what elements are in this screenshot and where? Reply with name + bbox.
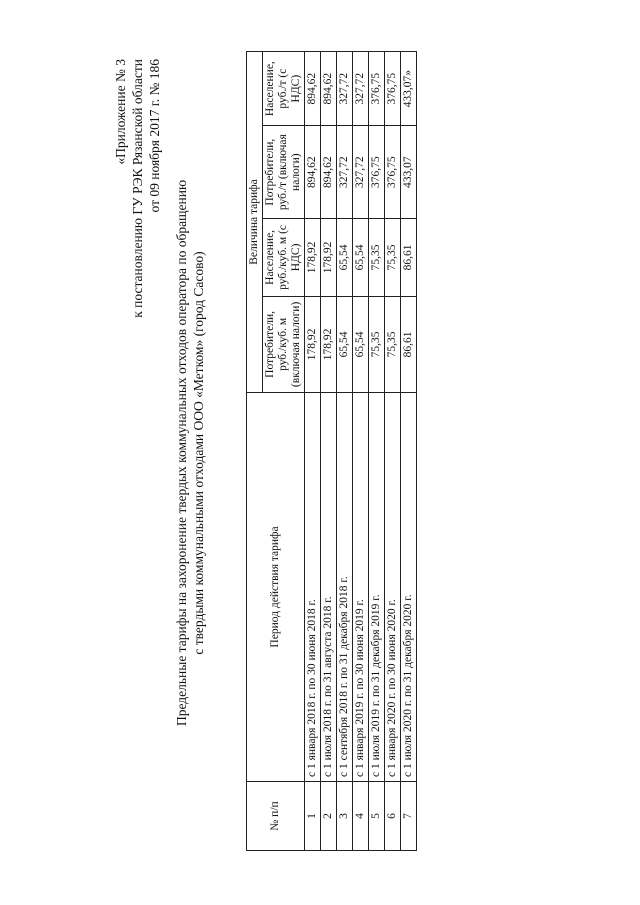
cell-period: с 1 января 2019 г. по 30 июня 2019 г.	[353, 392, 369, 781]
cell-v2: 75,35	[385, 218, 401, 296]
header-group: Величина тарифа	[247, 51, 263, 392]
cell-v4: 327,72	[337, 51, 353, 125]
cell-v3: 376,75	[369, 125, 385, 218]
header-period: Период действия тарифа	[247, 392, 305, 781]
cell-v4: 376,75	[385, 51, 401, 125]
cell-v4: 894,62	[321, 51, 337, 125]
table-row	[401, 51, 417, 850]
cell-v1: 178,92	[321, 296, 337, 392]
cell-v4: 327,72	[353, 51, 369, 125]
cell-v3: 327,72	[353, 125, 369, 218]
cell-v1: 65,54	[337, 296, 353, 392]
cell-period: с 1 сентября 2018 г. по 31 декабря 2018 г.	[337, 392, 353, 781]
title-line-1: Предельные тарифы на захоронение твердых коммунальных отходов оператора по обращению	[174, 179, 189, 726]
header-col-4: Население, руб./т (с НДС)	[263, 51, 305, 125]
cell-v4: 433,07»	[401, 51, 417, 125]
appendix-line-3: от 09 ноября 2017 г. № 186	[147, 58, 162, 212]
cell-v1: 75,35	[385, 296, 401, 392]
cell-v2: 178,92	[321, 218, 337, 296]
cell-v1: 65,54	[353, 296, 369, 392]
cell-num: 3	[337, 781, 353, 850]
cell-v1: 86,61	[401, 296, 417, 392]
rotated-content	[20, 23, 620, 883]
header-num: № п/п	[247, 781, 305, 850]
cell-num: 1	[305, 781, 321, 850]
title-line-2: с твердыми коммунальными отходами ООО «Метком» (город Сасово)	[191, 250, 206, 655]
table-row	[353, 51, 369, 850]
table-row	[369, 51, 385, 850]
cell-v2: 86,61	[401, 218, 417, 296]
appendix-line-2: к постановлению ГУ РЭК Рязанской области	[130, 58, 145, 318]
table-row	[321, 51, 337, 850]
table-row	[305, 51, 321, 850]
appendix-line-1: «Приложение № 3	[113, 58, 128, 165]
cell-v4: 376,75	[369, 51, 385, 125]
cell-v2: 65,54	[353, 218, 369, 296]
tariff-table	[246, 51, 417, 851]
cell-v2: 178,92	[305, 218, 321, 296]
cell-v3: 376,75	[385, 125, 401, 218]
cell-v2: 65,54	[337, 218, 353, 296]
cell-num: 2	[321, 781, 337, 850]
header-col-2: Население, руб./куб. м (с НДС)	[263, 218, 305, 296]
cell-num: 6	[385, 781, 401, 850]
cell-v3: 433,07	[401, 125, 417, 218]
cell-period: с 1 июля 2018 г. по 31 августа 2018 г.	[321, 392, 337, 781]
cell-period: с 1 января 2020 г. по 30 июня 2020 г.	[385, 392, 401, 781]
header-col-3: Потребители, руб./т (включая налоги)	[263, 125, 305, 218]
cell-num: 7	[401, 781, 417, 850]
document-title	[173, 23, 207, 883]
cell-v1: 178,92	[305, 296, 321, 392]
header-col-1: Потребители, руб./куб. м (включая налоги)	[263, 296, 305, 392]
cell-v3: 894,62	[305, 125, 321, 218]
cell-v3: 327,72	[337, 125, 353, 218]
cell-period: с 1 июля 2020 г. по 31 декабря 2020 г.	[401, 392, 417, 781]
table-row	[385, 51, 401, 850]
appendix-header	[112, 59, 163, 318]
cell-num: 5	[369, 781, 385, 850]
cell-v1: 75,35	[369, 296, 385, 392]
table-row	[337, 51, 353, 850]
cell-num: 4	[353, 781, 369, 850]
cell-v4: 894,62	[305, 51, 321, 125]
cell-v2: 75,35	[369, 218, 385, 296]
cell-period: с 1 января 2018 г. по 30 июня 2018 г.	[305, 392, 321, 781]
cell-period: с 1 июля 2019 г. по 31 декабря 2019 г.	[369, 392, 385, 781]
cell-v3: 894,62	[321, 125, 337, 218]
